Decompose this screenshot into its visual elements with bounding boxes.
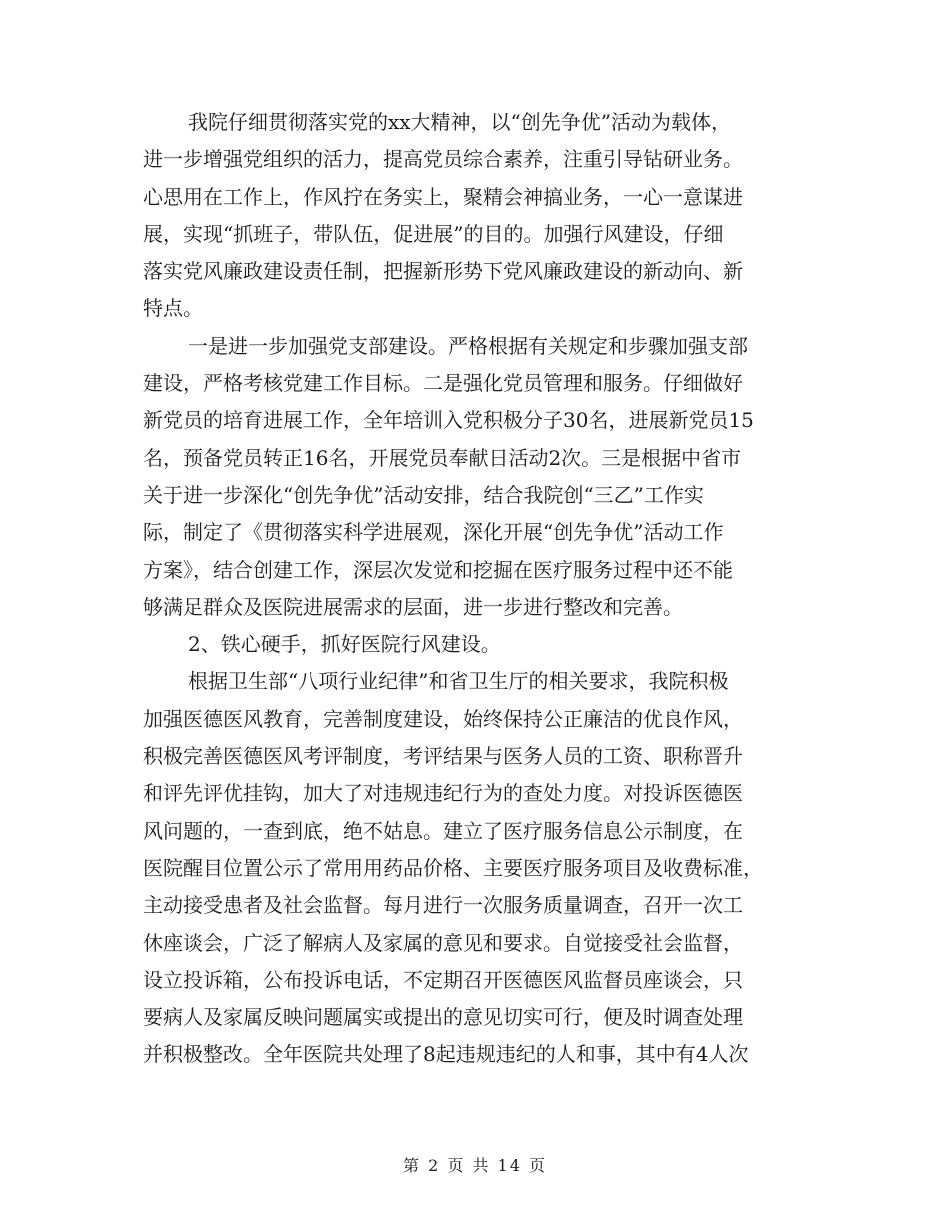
text-line: 特点。 — [143, 296, 203, 321]
text-line: 我院仔细贯彻落实党的xx大精神，以“创先争优”活动为载体， — [188, 110, 732, 134]
text-line: 加强医德医风教育，完善制度建设，始终保持公正廉洁的优良作风， — [143, 706, 743, 731]
text-line: 休座谈会，广泛了解病人及家属的意见和要求。自觉接受社会监督， — [143, 930, 743, 955]
document-body — [143, 104, 803, 1074]
text-line: 要病人及家属反映问题属实或提出的意见切实可行，便及时调查处理 — [143, 1005, 743, 1030]
text-line: 名，预备党员转正16名，开展党员奉献日活动2次。三是根据中省市 — [143, 445, 742, 470]
page-number-footer: 第 2 页 共 14 页 — [403, 1156, 547, 1175]
text-line: 风问题的，一查到底，绝不姑息。建立了医疗服务信息公示制度，在 — [143, 818, 743, 843]
text-line: 展，实现“抓班子，带队伍，促进展”的目的。加强行风建设，仔细 — [143, 221, 724, 246]
text-line: 进一步增强党组织的活力，提高党员综合素养，注重引导钻研业务。 — [143, 147, 743, 172]
text-line: 并积极整改。全年医院共处理了8起违规违纪的人和事，其中有4人次 — [143, 1042, 749, 1067]
text-line: 一是进一步加强党支部建设。严格根据有关规定和步骤加强支部 — [188, 333, 748, 358]
text-line: 和评先评优挂钩，加大了对违规违纪行为的查处力度。对投诉医德医 — [143, 781, 743, 806]
text-line: 主动接受患者及社会监督。每月进行一次服务质量调查，召开一次工 — [143, 893, 743, 918]
text-line: 设立投诉箱，公布投诉电话，不定期召开医德医风监督员座谈会，只 — [143, 967, 743, 992]
text-line: 际，制定了《贯彻落实科学进展观，深化开展“创先争优”活动工作 — [143, 520, 724, 545]
text-line: 落实党风廉政建设责任制，把握新形势下党风廉政建设的新动向、新 — [143, 259, 743, 284]
text-line: 方案》，结合创建工作，深层次发觉和挖掘在医疗服务过程中还不能 — [143, 557, 733, 582]
text-line: 积极完善医德医风考评制度，考评结果与医务人员的工资、职称晋升 — [143, 744, 743, 769]
text-line: 建设，严格考核党建工作目标。二是强化党员管理和服务。仔细做好 — [143, 371, 743, 396]
text-line: 够满足群众及医院进展需求的层面，进一步进行整改和完善。 — [143, 594, 683, 619]
text-line: 根据卫生部“八项行业纪律”和省卫生厅的相关要求，我院积极 — [188, 669, 729, 694]
section-heading: 2、铁心硬手，抓好医院行风建设。 — [188, 632, 501, 657]
text-line: 医院醒目位置公示了常用用药品价格、主要医疗服务项目及收费标准， — [143, 855, 763, 880]
text-line: 心思用在工作上，作风拧在务实上，聚精会神搞业务，一心一意谋进 — [143, 184, 743, 209]
text-line: 关于进一步深化“创先争优”活动安排，结合我院创“三乙”工作实 — [143, 482, 704, 507]
text-line: 新党员的培育进展工作，全年培训入党积极分子30名，进展新党员15 — [143, 408, 754, 433]
